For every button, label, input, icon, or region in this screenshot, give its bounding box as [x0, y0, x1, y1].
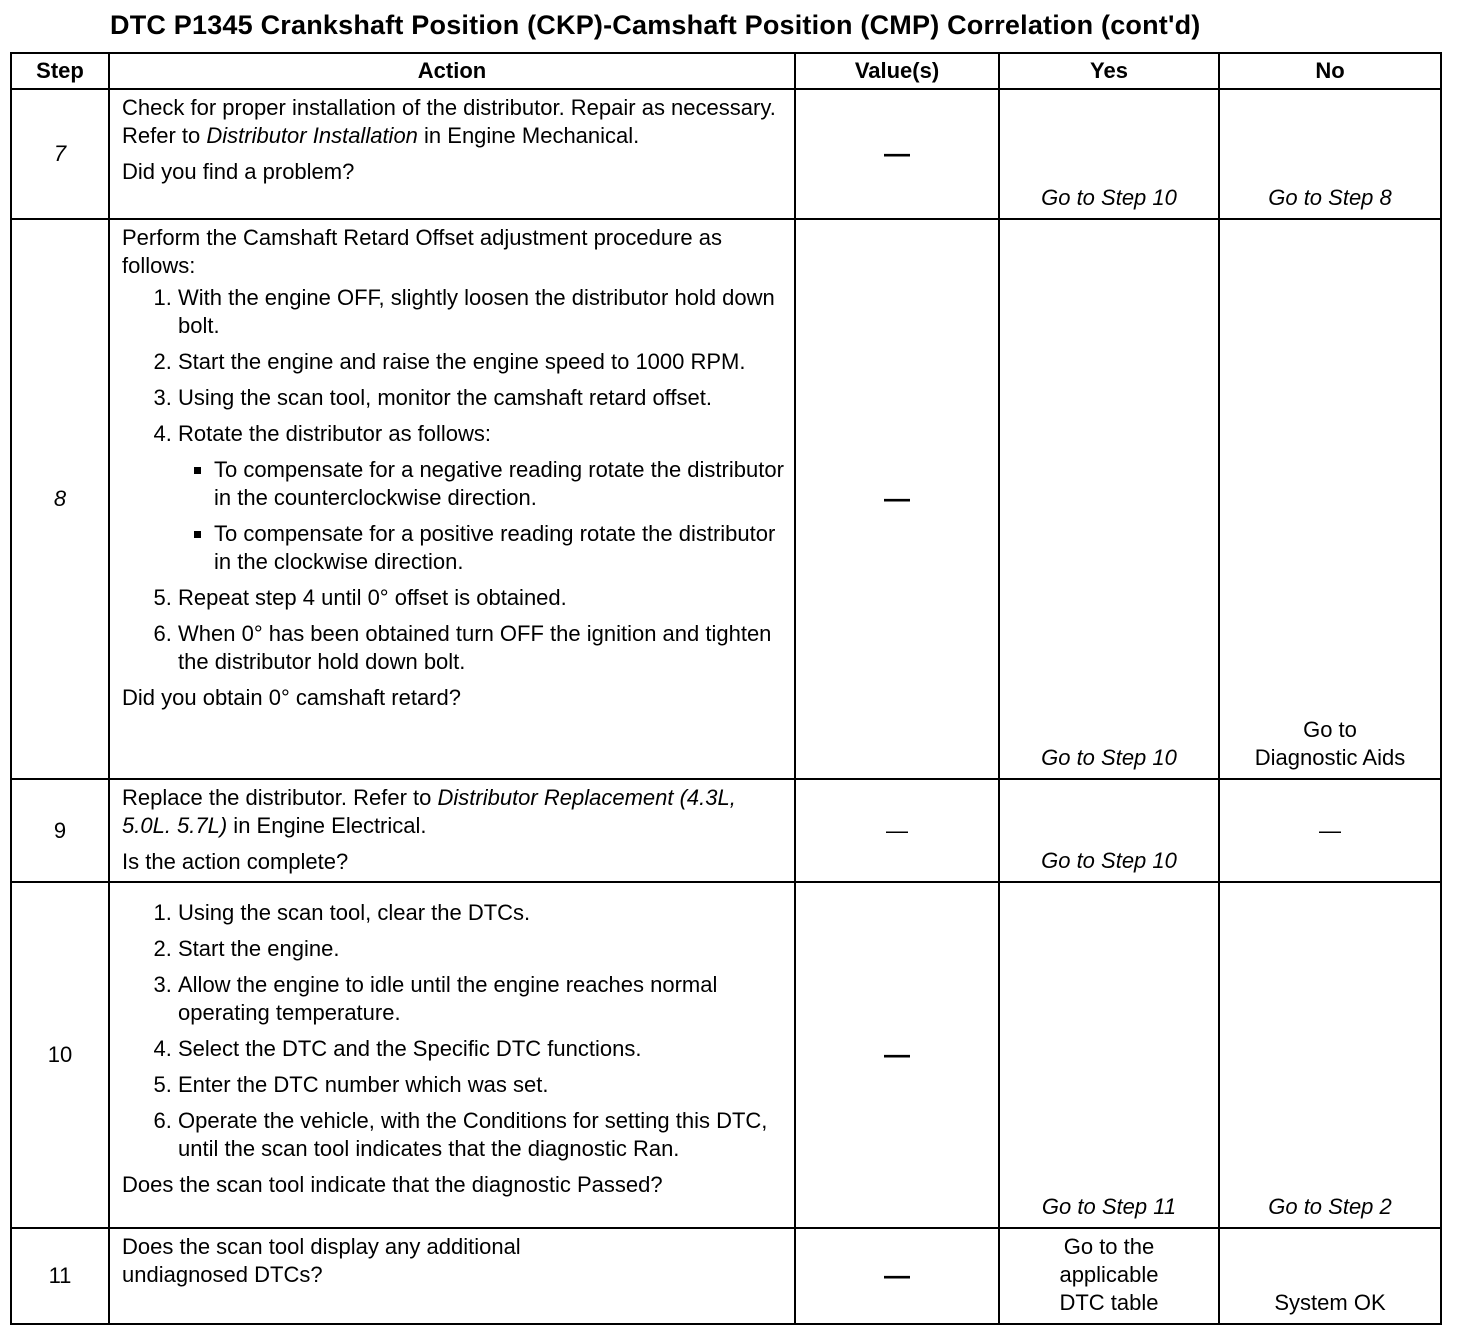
yes-cell-line: DTC table [1059, 1290, 1159, 1315]
action-text-part: Replace the distributor. Refer to [122, 785, 438, 810]
action-cell [109, 89, 795, 219]
yes-cell [999, 1228, 1219, 1324]
manual-reference: Distributor Replacement (4.3L, 5.0L. 5.7L) [122, 785, 736, 838]
step-number: 11 [11, 1228, 109, 1324]
bullet-list [178, 456, 784, 576]
header-values: Value(s) [795, 53, 999, 89]
value-cell [795, 219, 999, 779]
action-question: Did you find a problem? [122, 159, 355, 184]
header-yes: Yes [999, 53, 1219, 89]
procedure-step-text: Rotate the distributor as follows: [178, 421, 492, 446]
no-cell: Go to Step 2 [1219, 882, 1441, 1228]
manual-reference: Distributor Installation [206, 123, 418, 148]
no-cell-line: Go to [1303, 717, 1357, 742]
bullet-item: ▪ To compensate for a positive reading rotate the distributor in the clockwise direction. [214, 520, 784, 576]
header-no: No [1219, 53, 1441, 89]
action-cell [109, 1228, 795, 1324]
step-number: 9 [11, 779, 109, 882]
yes-cell-line: Go to the [1063, 1234, 1155, 1259]
procedure-list [122, 284, 784, 676]
value-dash: — [884, 1260, 910, 1290]
no-cell [1219, 219, 1441, 779]
yes-cell: Go to Step 10 [999, 89, 1219, 219]
diagnostic-table [10, 52, 1442, 1325]
procedure-list [122, 899, 784, 1163]
yes-cell-line: applicable [1059, 1262, 1159, 1287]
procedure-step: 6. Operate the vehicle, with the Conditions for setting this DTC, until the scan tool indicates that the diagnostic Ran. [178, 1107, 784, 1163]
value-dash: — [886, 817, 908, 843]
yes-cell: Go to Step 10 [999, 779, 1219, 882]
no-cell-line: Diagnostic Aids [1254, 745, 1406, 770]
procedure-step: 1. Using the scan tool, clear the DTCs. [178, 899, 784, 927]
table-row [11, 89, 1441, 219]
action-text [122, 784, 784, 840]
value-cell [795, 89, 999, 219]
bullet-item: ▪ To compensate for a negative reading rotate the distributor in the counterclockwise direction. [214, 456, 784, 512]
value-cell [795, 779, 999, 882]
table-row [11, 882, 1441, 1228]
procedure-step [178, 420, 784, 576]
yes-cell: Go to Step 11 [999, 882, 1219, 1228]
value-dash: — [884, 138, 910, 168]
step-number: 10 [11, 882, 109, 1228]
table-row [11, 779, 1441, 882]
action-text [122, 94, 784, 150]
value-cell [795, 882, 999, 1228]
page-title: DTC P1345 Crankshaft Position (CKP)-Camshaft Position (CMP) Correlation (cont'd) [110, 10, 1201, 40]
action-cell [109, 219, 795, 779]
action-question: Does the scan tool display any additional undiagnosed DTCs? [122, 1234, 521, 1287]
procedure-step: 6. When 0° has been obtained turn OFF the ignition and tighten the distributor hold down bolt. [178, 620, 784, 676]
action-text-part: in Engine Mechanical. [417, 123, 640, 148]
action-text-part: Check for proper installation of the distributor. Repair as necessary. Refer to [122, 95, 776, 148]
procedure-step: 5. Enter the DTC number which was set. [178, 1071, 784, 1099]
procedure-step: 4. Select the DTC and the Specific DTC functions. [178, 1035, 784, 1063]
no-cell: Go to Step 8 [1219, 89, 1441, 219]
procedure-step: 2. Start the engine. [178, 935, 784, 963]
value-dash: — [884, 483, 910, 513]
header-row [11, 53, 1441, 89]
no-cell [1219, 779, 1441, 882]
action-question: Is the action complete? [122, 849, 349, 874]
procedure-step: 2. Start the engine and raise the engine speed to 1000 RPM. [178, 348, 784, 376]
step-number: 8 [11, 219, 109, 779]
procedure-step: 5. Repeat step 4 until 0° offset is obtained. [178, 584, 784, 612]
action-question: Does the scan tool indicate that the diagnostic Passed? [122, 1172, 663, 1197]
no-cell: System OK [1219, 1228, 1441, 1324]
table-row [11, 219, 1441, 779]
action-cell [109, 882, 795, 1228]
value-dash: — [1319, 817, 1341, 843]
procedure-step: 3. Using the scan tool, monitor the camshaft retard offset. [178, 384, 784, 412]
procedure-step: 3. Allow the engine to idle until the engine reaches normal operating temperature. [178, 971, 784, 1027]
value-dash: — [884, 1039, 910, 1069]
value-cell [795, 1228, 999, 1324]
yes-cell: Go to Step 10 [999, 219, 1219, 779]
header-action: Action [109, 53, 795, 89]
header-step: Step [11, 53, 109, 89]
table-row [11, 1228, 1441, 1324]
action-question: Did you obtain 0° camshaft retard? [122, 685, 461, 710]
action-text: Perform the Camshaft Retard Offset adjustment procedure as follows: [122, 225, 722, 278]
procedure-step: 1. With the engine OFF, slightly loosen the distributor hold down bolt. [178, 284, 784, 340]
action-cell [109, 779, 795, 882]
step-number: 7 [11, 89, 109, 219]
action-text-part: in Engine Electrical. [227, 813, 427, 838]
